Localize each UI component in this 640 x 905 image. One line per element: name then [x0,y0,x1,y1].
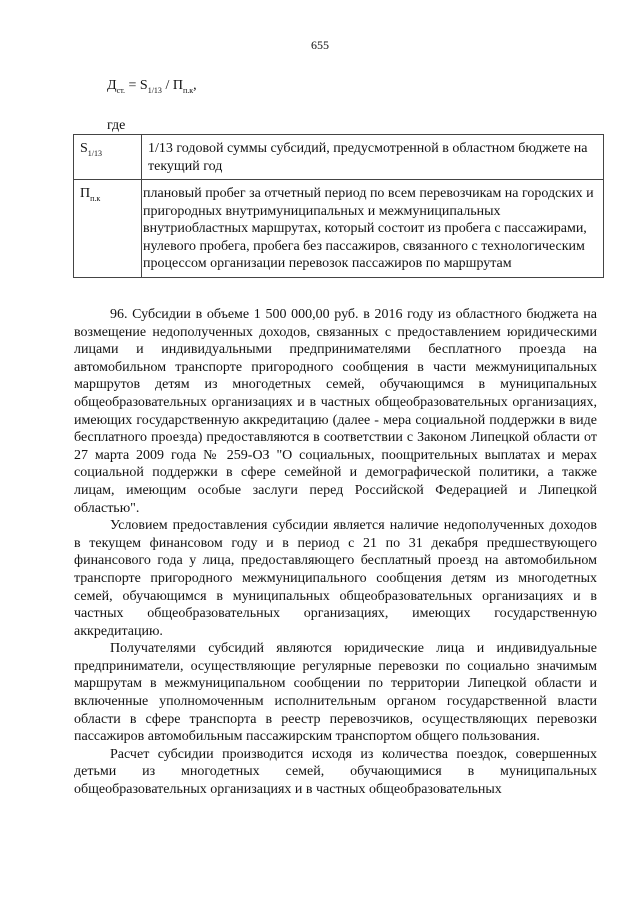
symbol-subscript: п.к [90,193,101,203]
definition-row [74,135,604,180]
formula-divide-p: / П [161,78,183,93]
formula [107,78,197,95]
formula-equals-s: = S [125,78,148,93]
where-label: где [107,118,126,133]
definition-text: плановый пробег за отчетный период по всем перевозчикам на городских и пригородных внутримуниципальных и межмуниципальных внутриобластных маршрутах, который состоит из пробега с пассажирами, нулевого пробега, пробега без пассажиров, связанного с технологическим процессом организации перевозок пассажиров по маршрутам [142,180,604,278]
formula-s-subscript: 1/13 [147,85,162,95]
definition-symbol [74,135,142,180]
symbol-subscript: 1/13 [87,148,103,158]
definition-text: 1/13 годовой суммы субсидий, предусмотренной в областном бюджете на текущий год [142,135,604,180]
paragraph: Условием предоставления субсидии является наличие недополученных доходов в текущем финансовом году и в период с 21 по 31 декабря предшествующего финансового года у лица, предоставляющего бесплатный проезд на автомобильном транспорте пригородного межмуниципального сообщения детям из многодетных семей, обучающимся в муниципальных общеобразовательных организациях и в частных общеобразовательных организациях, имеющих государственную аккредитацию. [74,518,597,639]
definition-symbol [74,180,142,278]
definitions-table [73,134,604,278]
paragraph: 96. Субсидии в объеме 1 500 000,00 руб. в 2016 году из областного бюджета на возмещение недополученных доходов, связанных с предоставлением юридическими лицами и индивидуальными предпринимателями бесплатного проезда на автомобильном транспорте пригородного сообщения в части межмуниципальных маршрутов детям из многодетных семей, обучающимся в муниципальных общеобразовательных организациях и в частных общеобразовательных организациях, имеющих государственную аккредитацию (далее - мера социальной поддержки в виде бесплатного проезда) предоставляются в соответствии с Законом Липецкой области от 27 марта 2009 года № 259-ОЗ "О социальных, поощрительных выплатах и мерах социальной поддержки в сфере семейной и демографической политики, а также лицам, имеющим особые заслуги перед Российской Федерацией и Липецкой областью". [74,307,597,516]
definition-row [74,180,604,278]
symbol-letter: S [80,141,88,156]
formula-tail: , [193,78,197,93]
paragraph: Расчет субсидии производится исходя из количества поездок, совершенных детьми из многодетных семей, обучающимися в муниципальных общеобразовательных организациях и в частных общеобразовательных [74,746,597,798]
paragraph: Получателями субсидий являются юридические лица и индивидуальные предприниматели, осуществляющие регулярные перевозки по социально значимым маршрутам в межмуниципальном сообщении по территории Липецкой области и включенные уполномоченным исполнительным органом государственной власти области в сфере транспорта в реестр перевозчиков, осуществляющих перевозки пассажиров автомобильным пассажирским транспортом общего пользования. [74,641,597,745]
formula-lhs: Д [107,78,117,93]
symbol-letter: П [80,186,91,201]
page-number: 655 [311,38,329,52]
document-body [74,306,597,799]
formula-p-subscript: п.к [182,85,194,95]
formula-lhs-subscript: ст. [116,85,126,95]
